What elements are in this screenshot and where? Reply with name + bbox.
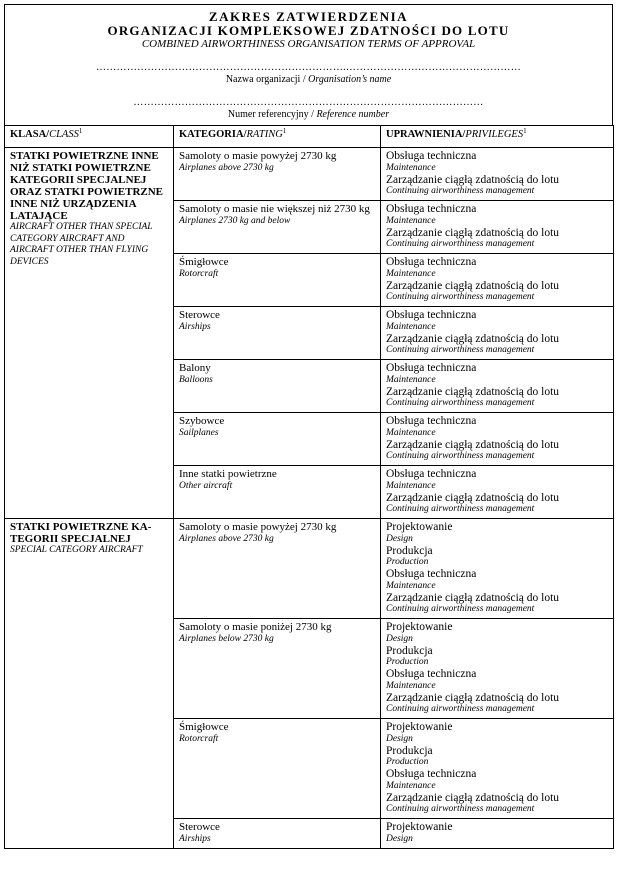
privilege-en: Maintenance: [386, 780, 436, 791]
privilege-pl: Zarządzanie ciągłą zdatnością do lotu: [386, 279, 560, 292]
privilege-en: Continuing airworthiness management: [386, 704, 535, 714]
privilege-en: Maintenance: [386, 680, 436, 691]
table-header-row: [5, 126, 614, 148]
rating-name-pl: Samoloty o masie powyżej 2730 kg: [179, 150, 337, 162]
privilege-pl: Produkcja: [386, 644, 433, 657]
privilege-pl: Zarządzanie ciągłą zdatnością do lotu: [386, 438, 560, 451]
column-header-class: KLASA/CLASS$^1$: [5, 126, 174, 148]
rating-cell: [174, 201, 381, 254]
privilege-pl: Zarządzanie ciągłą zdatnością do lotu: [386, 491, 560, 504]
privilege-pl: Produkcja: [386, 744, 433, 757]
rating-name-pl: Balony: [179, 362, 211, 374]
privilege-en: Maintenance: [386, 374, 436, 385]
privileges-cell: [381, 307, 614, 360]
rating-cell: [174, 619, 381, 719]
title-line-english: COMBINED AIRWORTHINESS ORGANISATION TERMS OF APPROVAL: [141, 38, 476, 50]
rating-name-en: Airships: [179, 833, 211, 844]
privilege-en: Continuing airworthiness management: [386, 239, 535, 249]
privilege-pl: Obsługa techniczna: [386, 415, 477, 427]
privileges-cell: [381, 148, 614, 201]
rating-name-en: Airplanes below 2730 kg: [179, 633, 274, 644]
class-cell: [5, 519, 174, 849]
rating-name-en: Rotorcraft: [179, 268, 219, 279]
privileges-cell: [381, 819, 614, 849]
privilege-en: Continuing airworthiness management: [386, 345, 535, 355]
privilege-pl: Zarządzanie ciągłą zdatnością do lotu: [386, 385, 560, 398]
rating-name-pl: Sterowce: [179, 821, 220, 833]
privilege-pl: Zarządzanie ciągłą zdatnością do lotu: [386, 332, 560, 345]
privilege-pl: Obsługa techniczna: [386, 203, 477, 215]
privilege-en: Maintenance: [386, 480, 436, 491]
privilege-en: Design: [386, 733, 413, 744]
privilege-en: Maintenance: [386, 580, 436, 591]
rating-cell: [174, 254, 381, 307]
organisation-name-field: ……………………………………………………………….……………………………………………: [95, 63, 522, 73]
privilege-pl: Projektowanie: [386, 521, 453, 533]
class-name-pl: STATKI POWIETRZNE INNE NIŻ STATKI POWIETRZNE KATEGORII SPECJALNEJ ORAZ STATKI POWIETRZNE INNE NIŻ URZĄDZENIA LATAJĄCE: [10, 150, 164, 222]
class-name-en: AIRCRAFT OTHER THAN SPECIAL CATEGORY AIRCRAFT AND AIRCRAFT OTHER THAN FLYING DEVICES: [10, 222, 153, 267]
privilege-en: Continuing airworthiness management: [386, 604, 535, 614]
class-cell: [5, 148, 174, 519]
rating-name-pl: Śmigłowce: [179, 721, 229, 733]
privilege-en: Continuing airworthiness management: [386, 804, 535, 814]
class-name-en: SPECIAL CATEGORY AIRCRAFT: [10, 545, 143, 555]
privilege-pl: Obsługa techniczna: [386, 568, 477, 580]
privilege-en: Maintenance: [386, 162, 436, 173]
class-name-pl: STATKI POWIETRZNE KA-TEGORII SPECJALNEJ: [10, 521, 152, 545]
rating-name-pl: Samoloty o masie poniżej 2730 kg: [179, 621, 332, 633]
rating-name-pl: Sterowce: [179, 309, 220, 321]
privileges-cell: [381, 719, 614, 819]
privilege-pl: Obsługa techniczna: [386, 768, 477, 780]
document-header: [4, 4, 613, 125]
privilege-pl: Zarządzanie ciągłą zdatnością do lotu: [386, 691, 560, 704]
rating-cell: [174, 360, 381, 413]
privilege-pl: Obsługa techniczna: [386, 668, 477, 680]
rating-cell: [174, 148, 381, 201]
column-header-rating: KATEGORIA/RATING$^1$: [174, 126, 381, 148]
privilege-pl: Projektowanie: [386, 821, 453, 833]
privilege-en: Maintenance: [386, 427, 436, 438]
privileges-cell: [381, 619, 614, 719]
table-row: [5, 148, 614, 201]
privilege-pl: Projektowanie: [386, 621, 453, 633]
privilege-pl: Zarządzanie ciągłą zdatnością do lotu: [386, 791, 560, 804]
privilege-en: Continuing airworthiness management: [386, 292, 535, 302]
privilege-en: Continuing airworthiness management: [386, 186, 535, 196]
privilege-en: Continuing airworthiness management: [386, 398, 535, 408]
privileges-cell: [381, 466, 614, 519]
rating-cell: [174, 819, 381, 849]
rating-cell: [174, 719, 381, 819]
privilege-en: Production: [386, 657, 429, 667]
privilege-en: Design: [386, 533, 413, 544]
privilege-pl: Zarządzanie ciągłą zdatnością do lotu: [386, 173, 560, 186]
rating-name-en: Other aircraft: [179, 480, 233, 491]
privileges-cell: [381, 201, 614, 254]
organisation-name-label: Nazwa organizacji / Organisation’s name: [225, 74, 392, 85]
privilege-pl: Obsługa techniczna: [386, 256, 477, 268]
rating-cell: [174, 307, 381, 360]
privileges-cell: [381, 519, 614, 619]
column-header-privileges: UPRAWNIENIA/PRIVILEGES$^1$: [381, 126, 614, 148]
rating-name-en: Airplanes above 2730 kg: [179, 162, 274, 173]
privileges-cell: [381, 254, 614, 307]
privilege-pl: Zarządzanie ciągłą zdatnością do lotu: [386, 226, 560, 239]
privilege-pl: Obsługa techniczna: [386, 362, 477, 374]
reference-number-field: …………………………………………………………………………………………: [133, 98, 484, 108]
privileges-cell: [381, 413, 614, 466]
privilege-en: Continuing airworthiness management: [386, 451, 535, 461]
privilege-pl: Obsługa techniczna: [386, 309, 477, 321]
privilege-en: Continuing airworthiness management: [386, 504, 535, 514]
rating-name-pl: Śmigłowce: [179, 256, 229, 268]
privilege-en: Maintenance: [386, 321, 436, 332]
title-line-2: ORGANIZACJI KOMPLEKSOWEJ ZDATNOŚCI DO LOTU: [107, 23, 510, 38]
rating-name-en: Airplanes 2730 kg and below: [179, 215, 291, 226]
rating-name-en: Airplanes above 2730 kg: [179, 533, 274, 544]
privilege-pl: Produkcja: [386, 544, 433, 557]
privilege-pl: Obsługa techniczna: [386, 150, 477, 162]
rating-cell: [174, 466, 381, 519]
privilege-en: Maintenance: [386, 268, 436, 279]
privilege-pl: Zarządzanie ciągłą zdatnością do lotu: [386, 591, 560, 604]
rating-name-en: Rotorcraft: [179, 733, 219, 744]
rating-name-en: Airships: [179, 321, 211, 332]
rating-name-pl: Samoloty o masie powyżej 2730 kg: [179, 521, 337, 533]
privilege-pl: Projektowanie: [386, 721, 453, 733]
rating-name-pl: Samoloty o masie nie większej niż 2730 kg: [179, 203, 370, 215]
document-page: [4, 4, 613, 849]
privilege-pl: Obsługa techniczna: [386, 468, 477, 480]
privilege-en: Production: [386, 557, 429, 567]
rating-name-pl: Inne statki powietrzne: [179, 468, 277, 480]
rating-name-pl: Szybowce: [179, 415, 225, 427]
privilege-en: Design: [386, 833, 413, 844]
reference-number-label: Numer referencyjny / Reference number: [227, 109, 390, 120]
title-line-1: ZAKRES ZATWIERDZENIA: [208, 9, 409, 24]
privileges-cell: [381, 360, 614, 413]
terms-of-approval-table: [4, 125, 614, 849]
privilege-en: Maintenance: [386, 215, 436, 226]
rating-cell: [174, 413, 381, 466]
rating-cell: [174, 519, 381, 619]
privilege-en: Production: [386, 757, 429, 767]
table-row: [5, 519, 614, 619]
rating-name-en: Sailplanes: [179, 427, 219, 438]
privilege-en: Design: [386, 633, 413, 644]
rating-name-en: Balloons: [179, 374, 213, 385]
